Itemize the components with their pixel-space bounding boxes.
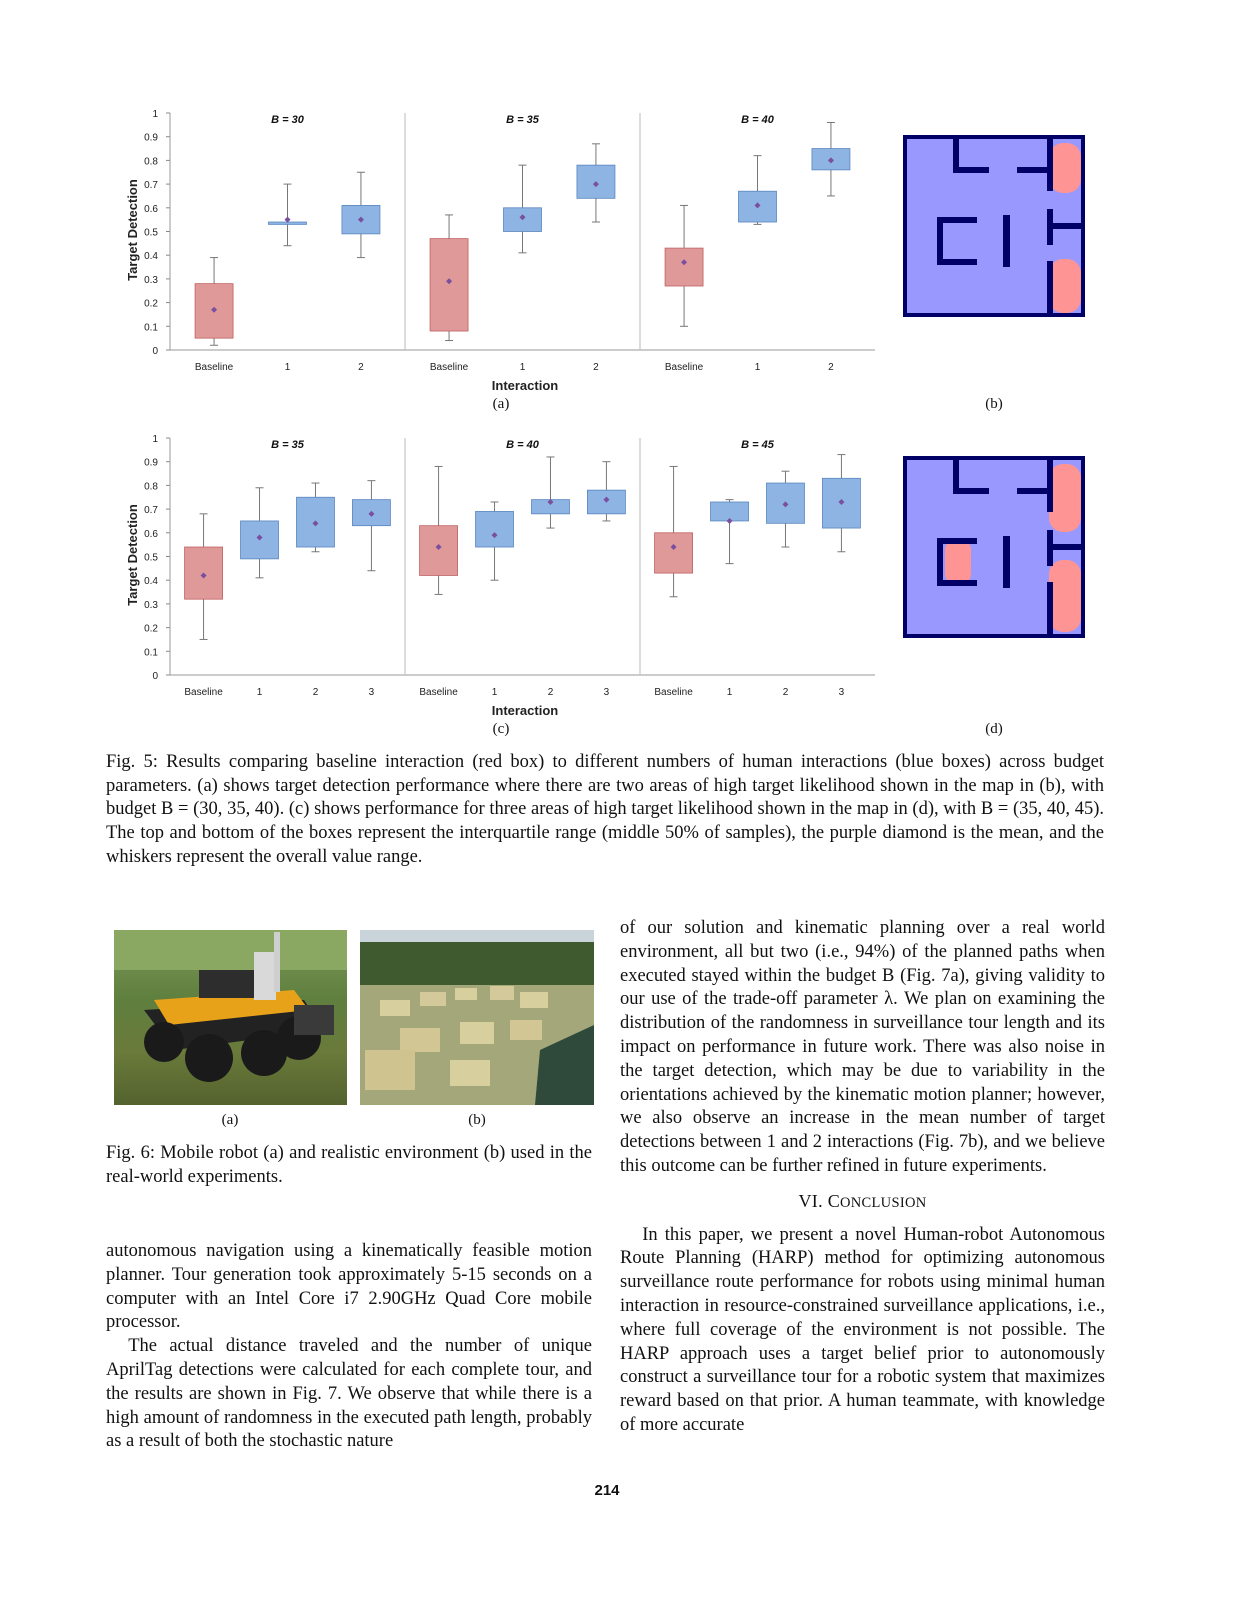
y-tick-label: 0.3 — [144, 599, 158, 611]
box-plot-item — [241, 488, 279, 578]
y-tick-label: 0.6 — [144, 528, 158, 540]
box-plot-item — [812, 122, 850, 195]
x-tick-label: 2 — [593, 362, 599, 373]
y-tick-label: 0.5 — [144, 552, 158, 564]
paragraph: The actual distance traveled and the number of unique AprilTag detections were calculated for each complete tour, and the results are shown in Fig. 7. We observe that while there is a high amount of randomness in the executed path length, probably as a result of both the stochastic nature — [106, 1336, 592, 1452]
panel — [640, 438, 875, 698]
panel-title: B = 35 — [506, 114, 539, 126]
target-area — [1049, 259, 1081, 313]
box-plot-panels — [170, 113, 875, 373]
box-plot-item — [665, 205, 703, 326]
paragraph: autonomous navigation using a kinematically feasible motion planner. Tour generation took approximately 5-15 seconds on a computer with an Intel Core i7 2.90GHz Quad Core mobile processor. — [106, 1241, 592, 1333]
figure-5c-label: (c) — [492, 721, 510, 737]
box-plot-item — [296, 483, 334, 552]
paragraph: In this paper, we present a novel Human-robot Autonomous Route Planning (HARP) method for optimizing autonomous surveillance route performance for robots using minimal human interaction in resource-constrained surveillance applications, i.e., where full coverage of the environment is not possible. The HARP approach uses a target belief prior to autonomously construct a surveillance tour for a robotic system that maximizes reward based on that prior. A human teammate, with knowledge of more accurate — [620, 1224, 1105, 1435]
y-tick-label: 0.1 — [144, 647, 158, 659]
target-area — [1049, 560, 1081, 632]
panel — [640, 113, 875, 373]
left-column — [106, 1240, 592, 1454]
panel — [170, 114, 405, 373]
x-tick-label: 1 — [754, 362, 761, 373]
y-axis-ticks — [144, 434, 170, 682]
figure-5c-chart — [120, 425, 890, 745]
map-d — [903, 456, 1085, 638]
y-tick-label: 0.7 — [144, 505, 158, 517]
map-b — [903, 135, 1085, 317]
caption-label: Fig. 5: — [106, 752, 158, 772]
figure-5-caption — [106, 751, 1104, 870]
box-plot-item — [420, 466, 458, 594]
x-tick-label: Baseline — [419, 687, 458, 698]
figure-5a-chart — [120, 100, 890, 420]
x-axis-label: Interaction — [491, 378, 559, 393]
box-plot-item — [195, 258, 233, 346]
y-tick-label: 1 — [152, 109, 158, 120]
x-tick-label: 2 — [547, 687, 554, 698]
y-tick-label: 0.1 — [144, 322, 158, 334]
panel — [170, 439, 405, 698]
panel-title: B = 40 — [741, 114, 774, 126]
figure-6a-label: (a) — [221, 1112, 239, 1128]
x-tick-label: 3 — [838, 687, 845, 698]
robot-illustration — [114, 930, 347, 1105]
y-tick-label: 0.2 — [144, 298, 158, 310]
x-tick-label: 3 — [603, 687, 610, 698]
y-tick-label: 0 — [152, 671, 158, 682]
box-plot-item — [531, 457, 569, 528]
panel-title: B = 40 — [506, 439, 539, 451]
figure-6b-label: (b) — [468, 1112, 486, 1128]
panel-title: B = 35 — [271, 439, 304, 451]
box-plot-item — [430, 215, 468, 341]
target-area — [945, 540, 971, 584]
y-tick-label: 0.2 — [144, 623, 158, 635]
y-tick-label: 0.4 — [144, 576, 158, 588]
y-axis-label: Target Detection — [125, 504, 140, 606]
y-tick-label: 0.8 — [144, 156, 158, 168]
environment-photo — [360, 930, 594, 1105]
x-tick-label: Baseline — [184, 687, 223, 698]
y-tick-label: 0.9 — [144, 132, 158, 144]
panel — [405, 113, 640, 373]
heading-number: VI. — [798, 1190, 823, 1211]
target-area — [1049, 464, 1081, 532]
box-plot-item — [577, 144, 615, 222]
y-tick-label: 0.7 — [144, 180, 158, 192]
baseline-box — [430, 239, 468, 331]
target-area — [1049, 143, 1081, 193]
x-tick-label: 1 — [284, 362, 291, 373]
box-plot-item — [766, 471, 804, 547]
panel-title: B = 45 — [741, 439, 774, 451]
section-heading — [620, 1190, 1105, 1216]
panel-title: B = 30 — [271, 114, 304, 126]
caption-text: Results comparing baseline interaction (red box) to different numbers of human interactions (blue boxes) across budget parameters. (a) shows target detection performance where there are two areas of high target likelihood shown in the map in (b), with budget B = (30, 35, 40). (c) shows performance for three areas of high target likelihood shown in the map in (d), with B = (35, 40, 45). The top and bottom of the boxes represent the interquartile range (middle 50% of samples), the purple diamond is the mean, and the whiskers represent the overall value range. — [106, 752, 1104, 867]
y-tick-label: 1 — [152, 434, 158, 445]
baseline-box — [665, 248, 703, 286]
y-axis-ticks — [144, 109, 170, 357]
box-plot-item — [185, 514, 223, 640]
box-plot-panels — [170, 438, 875, 698]
box-plot-item — [822, 455, 860, 552]
baseline-box — [420, 526, 458, 576]
figure-5a-label: (a) — [492, 396, 510, 412]
figure-5d-label: (d) — [985, 721, 1003, 737]
panel — [405, 438, 640, 698]
y-tick-label: 0.5 — [144, 227, 158, 239]
caption-label: Fig. 6: — [106, 1143, 155, 1163]
caption-text: Mobile robot (a) and realistic environment (b) used in the real-world experiments. — [106, 1143, 593, 1187]
x-tick-label: 1 — [491, 687, 498, 698]
x-tick-label: Baseline — [654, 687, 693, 698]
interaction-box — [476, 511, 514, 547]
y-axis-label: Target Detection — [125, 179, 140, 281]
heading-first: C — [827, 1190, 841, 1211]
x-tick-label: 3 — [368, 687, 375, 698]
x-tick-label: 2 — [312, 687, 319, 698]
right-column — [620, 917, 1105, 1438]
x-tick-label: 1 — [256, 687, 263, 698]
heading-rest: ONCLUSION — [840, 1194, 927, 1211]
paragraph: of our solution and kinematic planning over a real world environment, all but two (i.e., 94%) of the planned paths when executed stayed within the budget B (Fig. 7a), giving validity to our use of the trade-off parameter λ. We plan on examining the distribution of the randomness in surveillance tour length and its impact on performance in future work. There was also noise in the target detection, which may be due to variability in the orientations achieved by the kinematic motion planner; however, we also observe an increase in the mean number of target detections between 1 and 2 interactions (Fig. 7b), and we believe this outcome can be further refined in future experiments. — [620, 918, 1105, 1176]
box-plot-item — [269, 184, 307, 246]
x-tick-label: Baseline — [429, 362, 469, 373]
x-tick-label: 2 — [358, 362, 364, 373]
box-plot-item — [739, 156, 777, 225]
y-tick-label: 0.6 — [144, 203, 158, 215]
page-number: 214 — [594, 1482, 620, 1499]
box-plot-item — [711, 500, 749, 564]
environment-illustration — [360, 930, 594, 1105]
y-tick-label: 0.3 — [144, 274, 158, 286]
y-tick-label: 0 — [152, 346, 158, 357]
x-tick-label: Baseline — [664, 362, 704, 373]
x-tick-label: 2 — [828, 362, 834, 373]
figure-5b-label: (b) — [985, 396, 1003, 412]
box-plot-item — [476, 502, 514, 580]
figure-6-caption — [106, 1142, 592, 1189]
box-plot-item — [655, 466, 693, 596]
box-plot-item — [587, 462, 625, 521]
box-plot-item — [342, 172, 380, 257]
x-tick-label: 2 — [782, 687, 789, 698]
x-tick-label: 1 — [519, 362, 526, 373]
box-plot-item — [352, 481, 390, 571]
baseline-box — [655, 533, 693, 573]
x-tick-label: 1 — [726, 687, 733, 698]
robot-photo — [114, 930, 347, 1105]
y-tick-label: 0.9 — [144, 457, 158, 469]
y-tick-label: 0.8 — [144, 481, 158, 493]
y-tick-label: 0.4 — [144, 251, 158, 263]
x-axis-label: Interaction — [491, 703, 559, 718]
x-tick-label: Baseline — [194, 362, 234, 373]
box-plot-item — [504, 165, 542, 253]
